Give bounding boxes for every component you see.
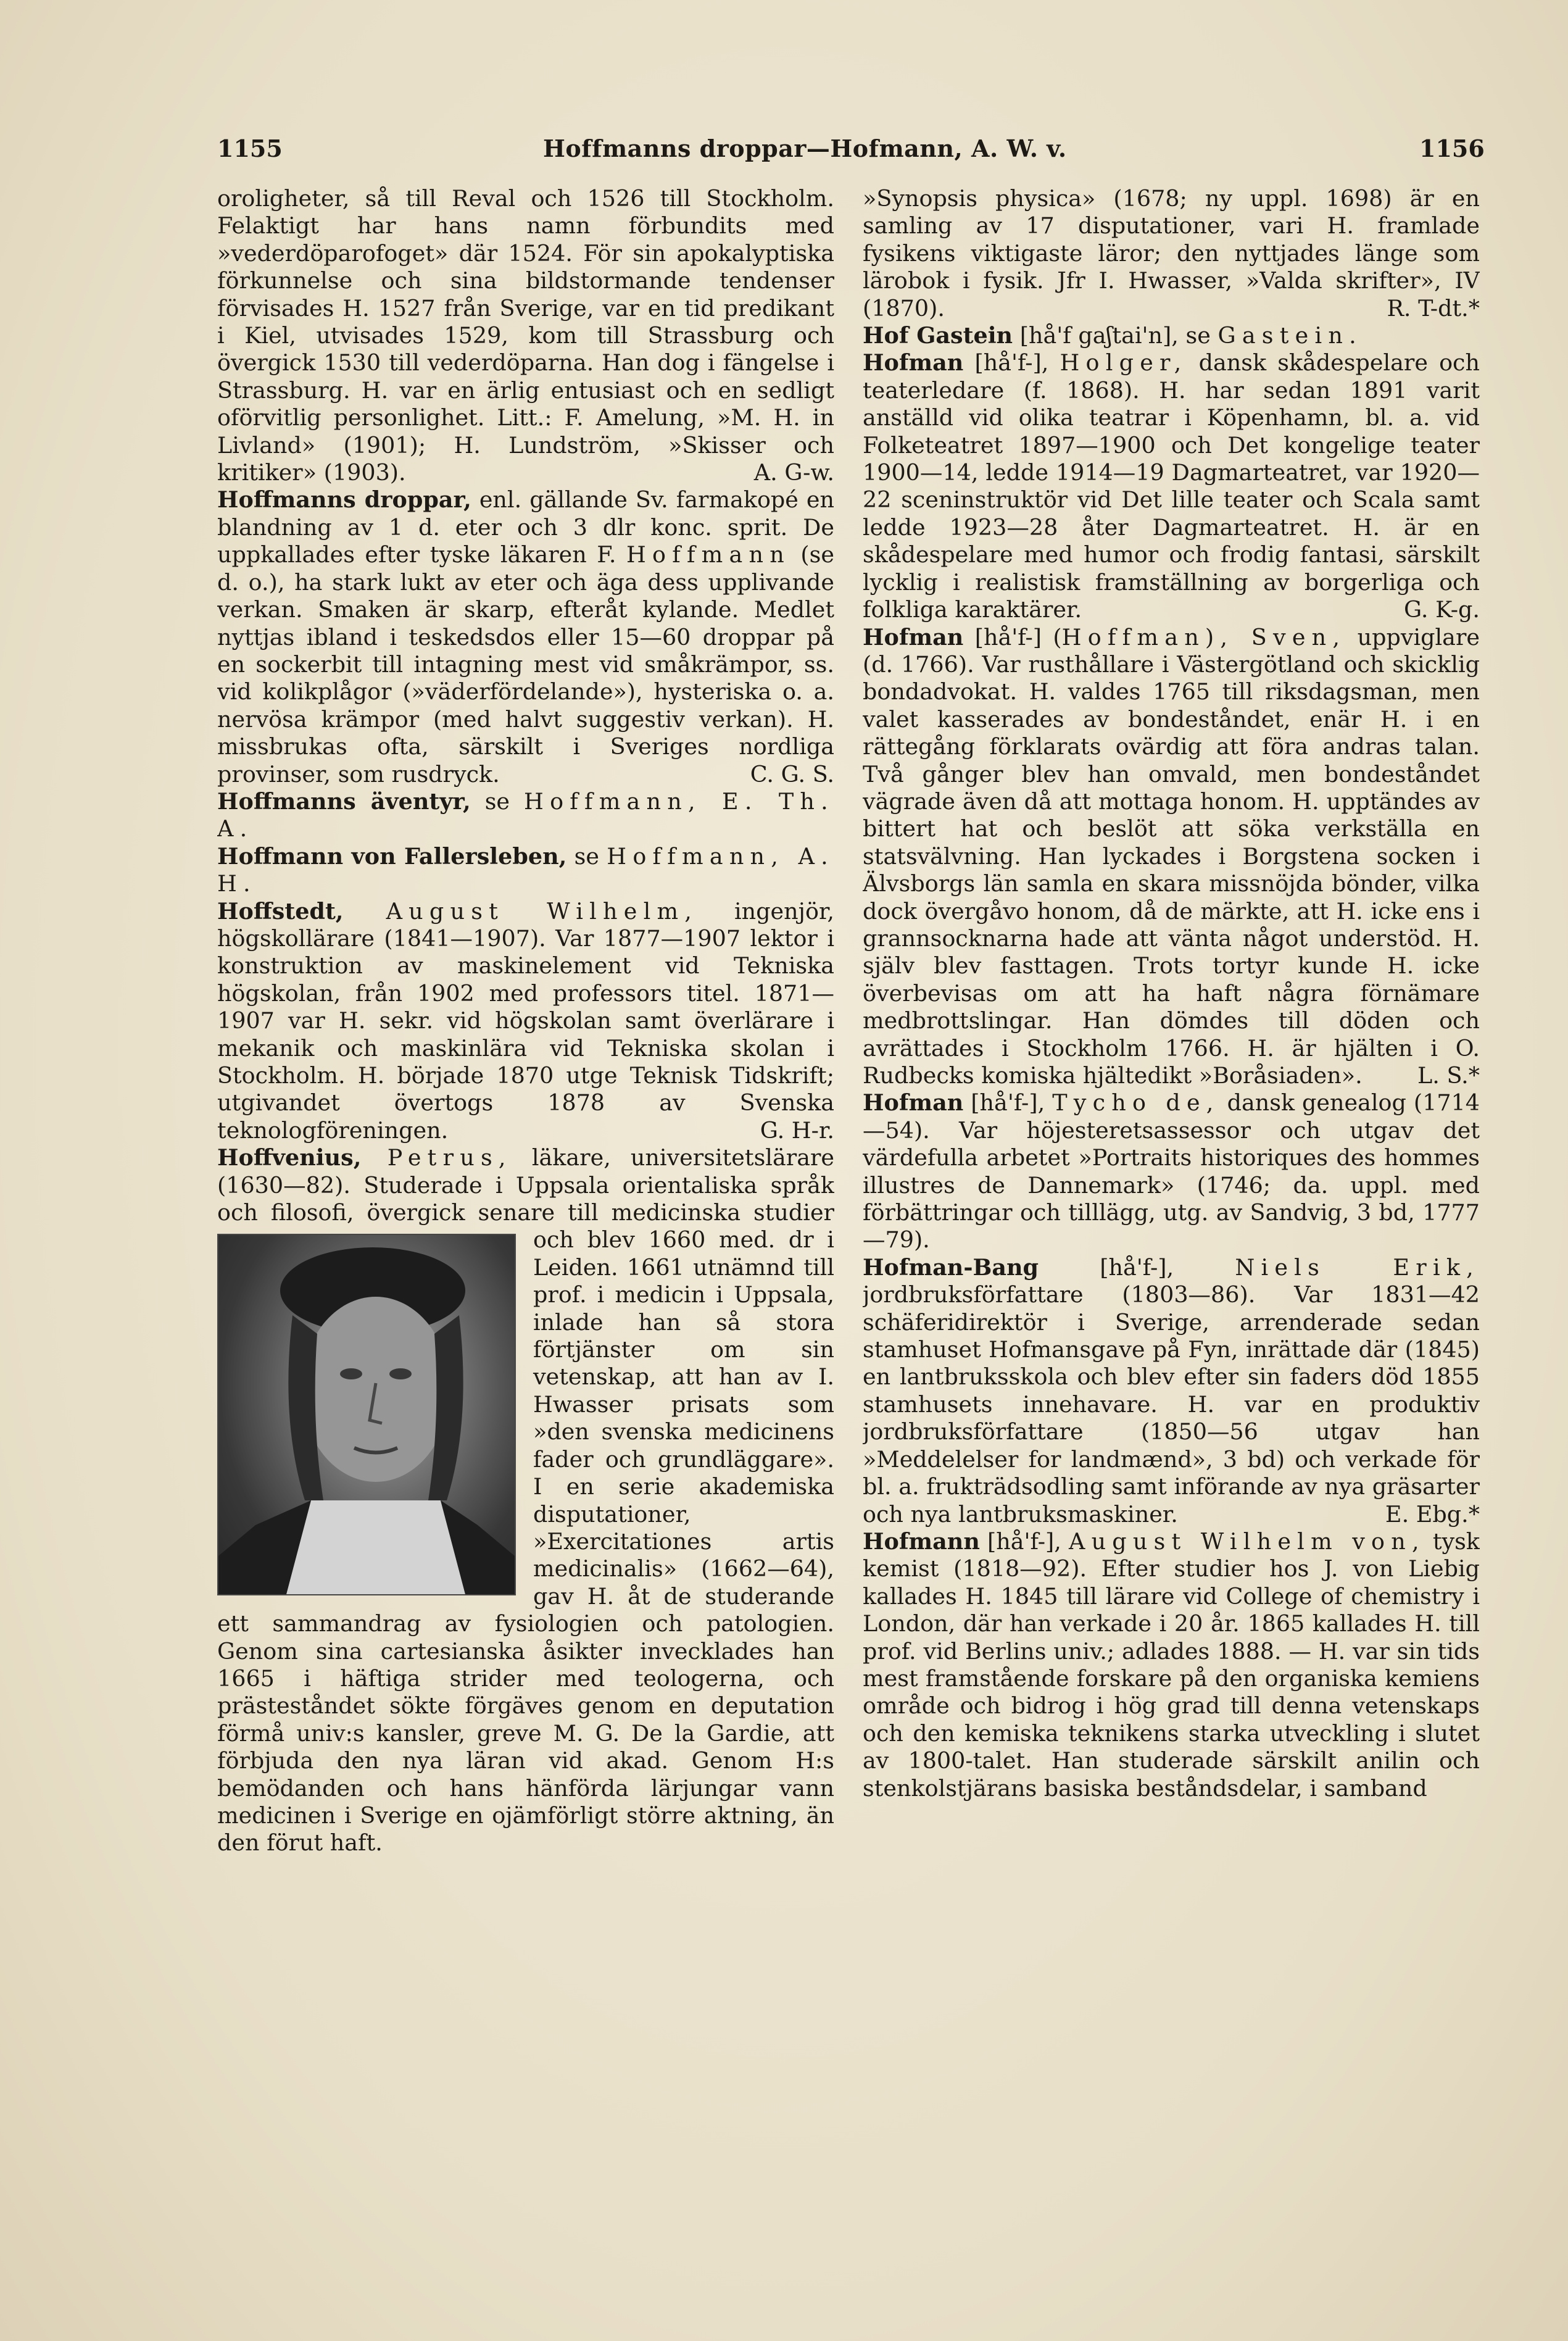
entry-text: läkare, universitetslärare (1630—82). Studerade i Uppsala orientaliska språk och filosofi, övergick senare till medicinska studier och blev 1660 med. dr i bbox=[217, 1144, 834, 1254]
right-column bbox=[863, 185, 1480, 2308]
entry-text: tysk kemist (1818—92). Efter studier hos J. von Liebig kallades H. 1845 till lärare vid College of chemistry i London, där han verkade i 20 år. 1865 kallades H. till prof. vid Berlins univ.; adlades 1888. — H. var sin tids mest framstående forskare på den organiska kemiens område och bidrog i hög grad till denna vetenskaps och den kemiska teknikens starka utveckling i slutet av 1800-talet. Han studerade särskilt anilin och stenkolstjärans basiska beståndsdelar, i samband bbox=[863, 1528, 1480, 1802]
spaced-name: August Wilhelm von, bbox=[1068, 1528, 1425, 1555]
spaced-name: Hoffmann bbox=[626, 541, 790, 568]
entry-hoffstedt bbox=[217, 898, 834, 1145]
author-signature: A. G-w. bbox=[753, 459, 834, 486]
entry-text: [hå'f-] ( bbox=[963, 623, 1062, 651]
page-number-right: 1156 bbox=[1419, 135, 1485, 162]
entry-text: uppviglare (d. 1766). Var rusthållare i Västergötland och skicklig bondadvokat. H. valdes 1765 till riksdagsman, men valet kasserades av bondeståndet, enär H. i en rättegång förklarats ovärdig att föra andras talan. Två gånger blev han omvald, men bondeståndet vägrade även då att mottaga honom. H. upptändes av bittert hat och beslöt att söka verkställa en statsvälvning. Han lyckades i Borgstena socken i Älvsborgs län samla en skara missnöjda bönder, vilka dock övergåvo honom, då de märkte, att H. icke ens i grannsocknarna hade att vänta något understöd. H. själv blev fasttagen. Trots tortyr kunde H. icke överbevisas om att ha haft några förnämare medbrottslingar. Han dömdes till döden och avrättades i Stockholm 1766. H. är hjälten i O. Rudbecks komiska hjältedikt »Boråsiaden». bbox=[863, 623, 1480, 1089]
cross-reference: Hoffmann, A. H. bbox=[217, 842, 834, 897]
headword: Hofman bbox=[863, 349, 964, 376]
headword: Hoffvenius, bbox=[217, 1144, 362, 1171]
spaced-name: August Wilhelm, bbox=[343, 897, 699, 925]
author-signature: C. G. S. bbox=[750, 760, 834, 788]
headword: Hofmann bbox=[863, 1528, 980, 1555]
spaced-name: Hoffman), Sven, bbox=[1061, 623, 1346, 651]
headword: Hoffmann von Fallersleben, bbox=[217, 842, 567, 870]
headword: Hofman bbox=[863, 623, 964, 651]
spaced-name: Petrus, bbox=[361, 1144, 512, 1171]
left-column bbox=[217, 185, 834, 2308]
entry-text: se bbox=[470, 788, 525, 815]
headword: Hof Gastein bbox=[863, 322, 1013, 349]
cross-reference: Hoffmann, E. Th. A. bbox=[217, 788, 834, 842]
entry-text: dansk skådespelare och teaterledare (f. 1868). H. har sedan 1891 varit anställd vid olika teatrar i Köpenhamn, bl. a. vid Folketeatret 1897—1900 och Det kongelige teater 1900—14, ledde 1914—19 Dagmarteatret, var 1920—22 sceninstruktör vid Det lille teater och Scala samt ledde 1923—28 åter Dagmarteatret. H. är en skådespelare med humor och frodig fantasi, särskilt lycklig i realistisk framställning av borgerliga och folkliga karaktärer. bbox=[863, 349, 1480, 623]
author-signature: G. K-g. bbox=[1404, 596, 1480, 623]
entry-text: »Synopsis physica» (1678; ny uppl. 1698) är en samling av 17 disputationer, vari H. framlade fysikens viktigaste läror; den nyttjades länge som lärobok i fysik. Jfr I. Hwasser, »Valda skrifter», IV (1870). bbox=[863, 185, 1480, 322]
entry-hoffmann-von-fallersleben bbox=[217, 843, 834, 898]
entry-text: [hå'f-], bbox=[979, 1528, 1069, 1555]
entry-hofman-bang bbox=[863, 1254, 1480, 1528]
author-signature: L. S.* bbox=[1417, 1062, 1480, 1089]
entry-text: se bbox=[566, 842, 607, 870]
spaced-name: Niels Erik, bbox=[1235, 1254, 1480, 1281]
entry-hofman-sven bbox=[863, 624, 1480, 1090]
cross-reference: Gastein. bbox=[1217, 322, 1363, 349]
entry-text: enl. gällande Sv. farmakopé en blandning av 1 d. eter och 3 dlr konc. sprit. De uppkallades efter tyske läkaren F. bbox=[217, 486, 834, 568]
entry-continuation bbox=[217, 185, 834, 486]
entry-hofman-tycho bbox=[863, 1089, 1480, 1254]
entry-text: (se d. o.), ha stark lukt av eter och äga dess upplivande verkan. Smaken är skarp, efteråt kylande. Medlet nyttjas ibland i teskedsdos eller 15—60 droppar på en sockerbit till intagning mest vid småkrämpor, ss. vid kolikplågor (»väderfördelande»), hysteriska o. a. nervösa krämpor (med halvt suggestiv verkan). H. missbrukas ofta, särskilt i Sveriges nordliga provinser, som rusdryck. bbox=[217, 541, 834, 788]
spaced-name: Holger, bbox=[1060, 349, 1188, 376]
running-head: Hoffmanns droppar—Hofmann, A. W. v. bbox=[543, 135, 1067, 162]
entry-text: [hå'f-], bbox=[963, 1089, 1053, 1116]
page-number-left: 1155 bbox=[217, 135, 283, 162]
entry-hofmann-august-wilhelm bbox=[863, 1528, 1480, 1802]
headword: Hoffmanns droppar, bbox=[217, 486, 471, 514]
entry-text: [hå'f-], bbox=[963, 349, 1060, 376]
entry-text: dansk genealog (1714—54). Var höjesteretsassessor och utgav det värdefulla arbetet »Portraits historiques des hommes illustres de Dannemark» (1746; da. uppl. med förbättringar och tilllägg, utg. av Sandvig, 3 bd, 1777—79). bbox=[863, 1089, 1480, 1254]
entry-hoffmanns-droppar bbox=[217, 486, 834, 788]
headword: Hoffstedt, bbox=[217, 897, 344, 925]
entry-text: jordbruksförfattare (1803—86). Var 1831—42 schäferidirektör i Sverige, arrenderade sedan stamhuset Hofmansgave på Fyn, inrättade där (1845) en lantbruksskola och blev efter sin faders död 1855 stamhusets innehavare. H. var en produktiv jordbruksförfattare (1850—56 utgav han »Meddelelser for landmænd», 3 bd) och verkade för bl. a. frukträdsodling samt införande av nya gräsarter och nya lantbruksmaskiner. bbox=[863, 1281, 1480, 1528]
entry-text: ingenjör, högskollärare (1841—1907). Var 1877—1907 lektor i konstruktion av maskinelement vid Tekniska högskolan, från 1902 med professors titel. 1871—1907 var H. sekr. vid högskolan samt överlärare i mekanik och maskinlära vid Tekniska skolan i Stockholm. H. började 1870 utge Teknisk Tidskrift; utgivandet övertogs 1878 av Svenska teknologföreningen. bbox=[217, 897, 834, 1144]
entry-continuation bbox=[863, 185, 1480, 322]
author-signature: G. H-r. bbox=[760, 1116, 834, 1144]
spaced-name: Tycho de, bbox=[1052, 1089, 1220, 1116]
author-signature: E. Ebg.* bbox=[1385, 1500, 1480, 1528]
headword: Hoffmanns äventyr, bbox=[217, 788, 471, 815]
author-signature: R. T-dt.* bbox=[1387, 294, 1480, 322]
portrait-illustration bbox=[218, 1235, 515, 1594]
entry-text: [hå'f gaʃtai'n], se bbox=[1013, 322, 1218, 349]
entry-hoffvenius bbox=[217, 1144, 834, 1857]
headword: Hofman bbox=[863, 1089, 964, 1116]
entry-hoffmanns-aventyr bbox=[217, 788, 834, 843]
headword: Hofman-Bang bbox=[863, 1254, 1039, 1281]
entry-text: [hå'f-], bbox=[1039, 1254, 1235, 1281]
entry-hofman-holger bbox=[863, 349, 1480, 623]
portrait-image bbox=[217, 1234, 516, 1595]
entry-text: Leiden. 1661 utnämnd till prof. i medicin i Uppsala, inlade han så stora förtjänster om sin vetenskap, att han av I. Hwasser prisats som »den svenska medicinens fader och grundläggare». I en serie akademiska disputationer, »Exercitationes artis medicinalis» (1662—64), gav H. åt de studerande ett sammandrag av fysiologien och patologien. Genom sina cartesianska åsikter invecklades han 1665 i häftiga strider med teologerna, och prästeståndet sökte förgäves genom en deputation förmå univ:s kansler, greve M. G. De la Gardie, att förbjuda den nya läran vid akad. Genom H:s bemödanden och hans hänförda lärjungar vann medicinen i Sverige en ojämförligt större aktning, än den förut haft. bbox=[217, 1254, 834, 1857]
entry-text: oroligheter, så till Reval och 1526 till Stockholm. Felaktigt har hans namn förbundits med »vederdöparofoget» där 1524. För sin apokalyptiska förkunnelse och sina bildstormande tendenser förvisades H. 1527 från Sverige, var en tid predikant i Kiel, utvisades 1529, kom till Strassburg och övergick 1530 till vederdöparna. Han dog i fängelse i Strassburg. H. var en ärlig entusiast och en sedligt oförvitlig personlighet. Litt.: F. Amelung, »M. H. in Livland» (1901); H. Lundström, »Skisser och kritiker» (1903). bbox=[217, 185, 834, 486]
entry-hof-gastein bbox=[863, 322, 1480, 349]
